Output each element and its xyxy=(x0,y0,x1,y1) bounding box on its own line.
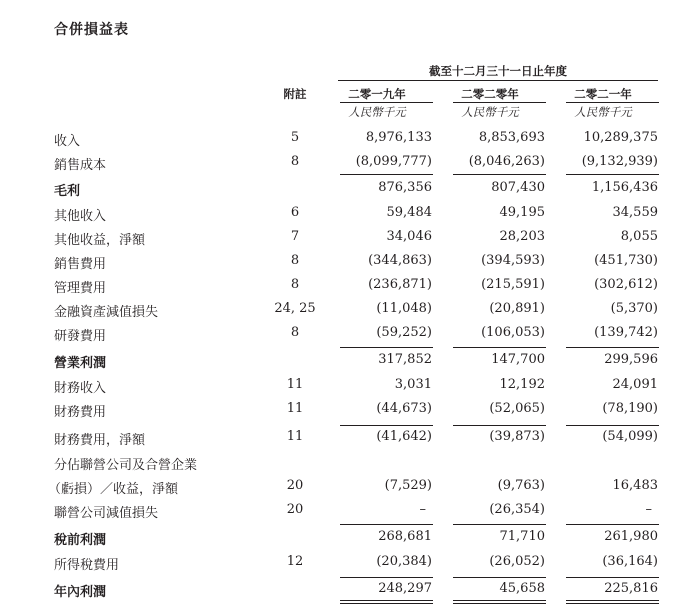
row-value: 59,484 xyxy=(386,205,432,220)
row-value: 34,559 xyxy=(612,205,658,220)
table-rule xyxy=(566,600,659,601)
row-value: (7,529) xyxy=(384,478,432,493)
row-value: (20,891) xyxy=(489,301,545,316)
row-value: 147,700 xyxy=(491,352,545,367)
row-value: (36,164) xyxy=(602,554,658,569)
table-rule xyxy=(566,174,659,175)
row-note: 20 xyxy=(286,478,304,493)
row-value: (5,370) xyxy=(610,301,658,316)
row-value: 225,816 xyxy=(604,581,658,596)
row-label: 其他收入 xyxy=(54,209,107,224)
row-value: 28,203 xyxy=(499,229,545,244)
row-value: (9,763) xyxy=(497,478,545,493)
row-value: 807,430 xyxy=(491,180,545,195)
row-value: 876,356 xyxy=(378,180,432,195)
row-value: (59,252) xyxy=(376,325,432,340)
row-value: 3,031 xyxy=(394,377,432,392)
note-column-header: 附註 xyxy=(283,87,307,101)
row-value: 8,055 xyxy=(620,229,658,244)
year-rule-2020 xyxy=(453,102,546,103)
row-value: (8,046,263) xyxy=(468,154,545,169)
row-value: 8,976,133 xyxy=(365,130,432,145)
row-value: (41,642) xyxy=(376,429,432,444)
row-note: 5 xyxy=(290,130,300,145)
row-value: (236,871) xyxy=(368,277,432,292)
row-note: 11 xyxy=(286,429,304,444)
row-label: 營業利潤 xyxy=(54,356,107,371)
table-rule xyxy=(453,425,546,426)
row-value: 299,596 xyxy=(604,352,658,367)
unit-label-2021: 人民幣千元 xyxy=(574,105,632,119)
period-rule xyxy=(338,80,658,81)
row-note: 8 xyxy=(290,154,300,169)
row-value: (394,593) xyxy=(481,253,545,268)
table-rule xyxy=(566,347,659,348)
table-rule xyxy=(340,524,433,525)
row-value: 268,681 xyxy=(378,529,432,544)
row-note: 7 xyxy=(290,229,300,244)
row-label: 銷售費用 xyxy=(54,257,107,272)
table-rule xyxy=(453,524,546,525)
table-rule xyxy=(340,347,433,348)
row-value: 16,483 xyxy=(612,478,658,493)
year-header-2019: 二零一九年 xyxy=(348,87,406,101)
row-label: 聯營公司減值損失 xyxy=(54,506,159,521)
row-value: (451,730) xyxy=(594,253,658,268)
row-note: 11 xyxy=(286,401,304,416)
row-value: (344,863) xyxy=(368,253,432,268)
table-rule xyxy=(453,577,546,578)
row-note: 20 xyxy=(286,502,304,517)
row-value: 317,852 xyxy=(378,352,432,367)
row-label: 稅前利潤 xyxy=(54,533,107,548)
period-header: 截至十二月三十一日止年度 xyxy=(429,64,567,78)
row-label: 所得稅費用 xyxy=(54,558,120,573)
row-value: (26,354) xyxy=(489,502,545,517)
row-value: (139,742) xyxy=(594,325,658,340)
row-label: 財務費用 xyxy=(54,405,107,420)
row-value: 49,195 xyxy=(499,205,545,220)
row-value: (106,053) xyxy=(481,325,545,340)
row-note: 12 xyxy=(286,554,304,569)
row-value: 45,658 xyxy=(499,581,545,596)
table-rule xyxy=(566,603,659,604)
row-value: 1,156,436 xyxy=(591,180,658,195)
row-note: 8 xyxy=(290,253,300,268)
row-label: 收入 xyxy=(54,134,81,149)
row-value: 261,980 xyxy=(604,529,658,544)
row-value: (54,099) xyxy=(602,429,658,444)
year-header-2020: 二零二零年 xyxy=(461,87,519,101)
table-rule xyxy=(340,600,433,601)
row-note: 24, 25 xyxy=(274,301,316,316)
row-value: (52,065) xyxy=(489,401,545,416)
row-label: 毛利 xyxy=(54,184,81,199)
row-note: 6 xyxy=(290,205,300,220)
row-label: 財務收入 xyxy=(54,381,107,396)
year-rule-2019 xyxy=(340,102,433,103)
year-header-2021: 二零二一年 xyxy=(574,87,632,101)
row-value: 71,710 xyxy=(499,529,545,544)
row-value: (44,673) xyxy=(376,401,432,416)
row-label: 分佔聯營公司及合營企業 xyxy=(54,458,198,473)
year-rule-2021 xyxy=(566,102,659,103)
row-label: 管理費用 xyxy=(54,281,107,296)
row-label: 金融資產減值損失 xyxy=(54,305,159,320)
row-note: 11 xyxy=(286,377,304,392)
row-value: 34,046 xyxy=(386,229,432,244)
row-value: – xyxy=(645,502,652,517)
row-value: (11,048) xyxy=(376,301,432,316)
row-label: 銷售成本 xyxy=(54,158,107,173)
row-label: 研發費用 xyxy=(54,329,107,344)
row-value: (39,873) xyxy=(489,429,545,444)
row-note: 8 xyxy=(290,325,300,340)
table-rule xyxy=(453,347,546,348)
row-label: （虧損）／收益，淨額 xyxy=(48,482,179,497)
table-rule xyxy=(340,425,433,426)
page-title: 合併損益表 xyxy=(54,22,129,38)
row-value: 12,192 xyxy=(499,377,545,392)
unit-label-2020: 人民幣千元 xyxy=(461,105,519,119)
row-value: (215,591) xyxy=(481,277,545,292)
row-label: 年內利潤 xyxy=(54,585,107,600)
table-rule xyxy=(340,603,433,604)
row-value: 248,297 xyxy=(378,581,432,596)
table-rule xyxy=(453,174,546,175)
row-value: 8,853,693 xyxy=(478,130,545,145)
row-label: 財務費用，淨額 xyxy=(54,433,146,448)
row-note: 8 xyxy=(290,277,300,292)
row-label: 其他收益，淨額 xyxy=(54,233,146,248)
row-value: – xyxy=(419,502,426,517)
row-value: (20,384) xyxy=(376,554,432,569)
table-rule xyxy=(340,577,433,578)
row-value: (9,132,939) xyxy=(581,154,658,169)
table-rule xyxy=(566,425,659,426)
table-rule xyxy=(453,600,546,601)
unit-label-2019: 人民幣千元 xyxy=(348,105,406,119)
row-value: (302,612) xyxy=(594,277,658,292)
table-rule xyxy=(566,577,659,578)
row-value: (78,190) xyxy=(602,401,658,416)
table-rule xyxy=(340,174,433,175)
table-rule xyxy=(453,603,546,604)
table-rule xyxy=(566,524,659,525)
row-value: 10,289,375 xyxy=(583,130,658,145)
row-value: (8,099,777) xyxy=(355,154,432,169)
row-value: 24,091 xyxy=(612,377,658,392)
row-value: (26,052) xyxy=(489,554,545,569)
